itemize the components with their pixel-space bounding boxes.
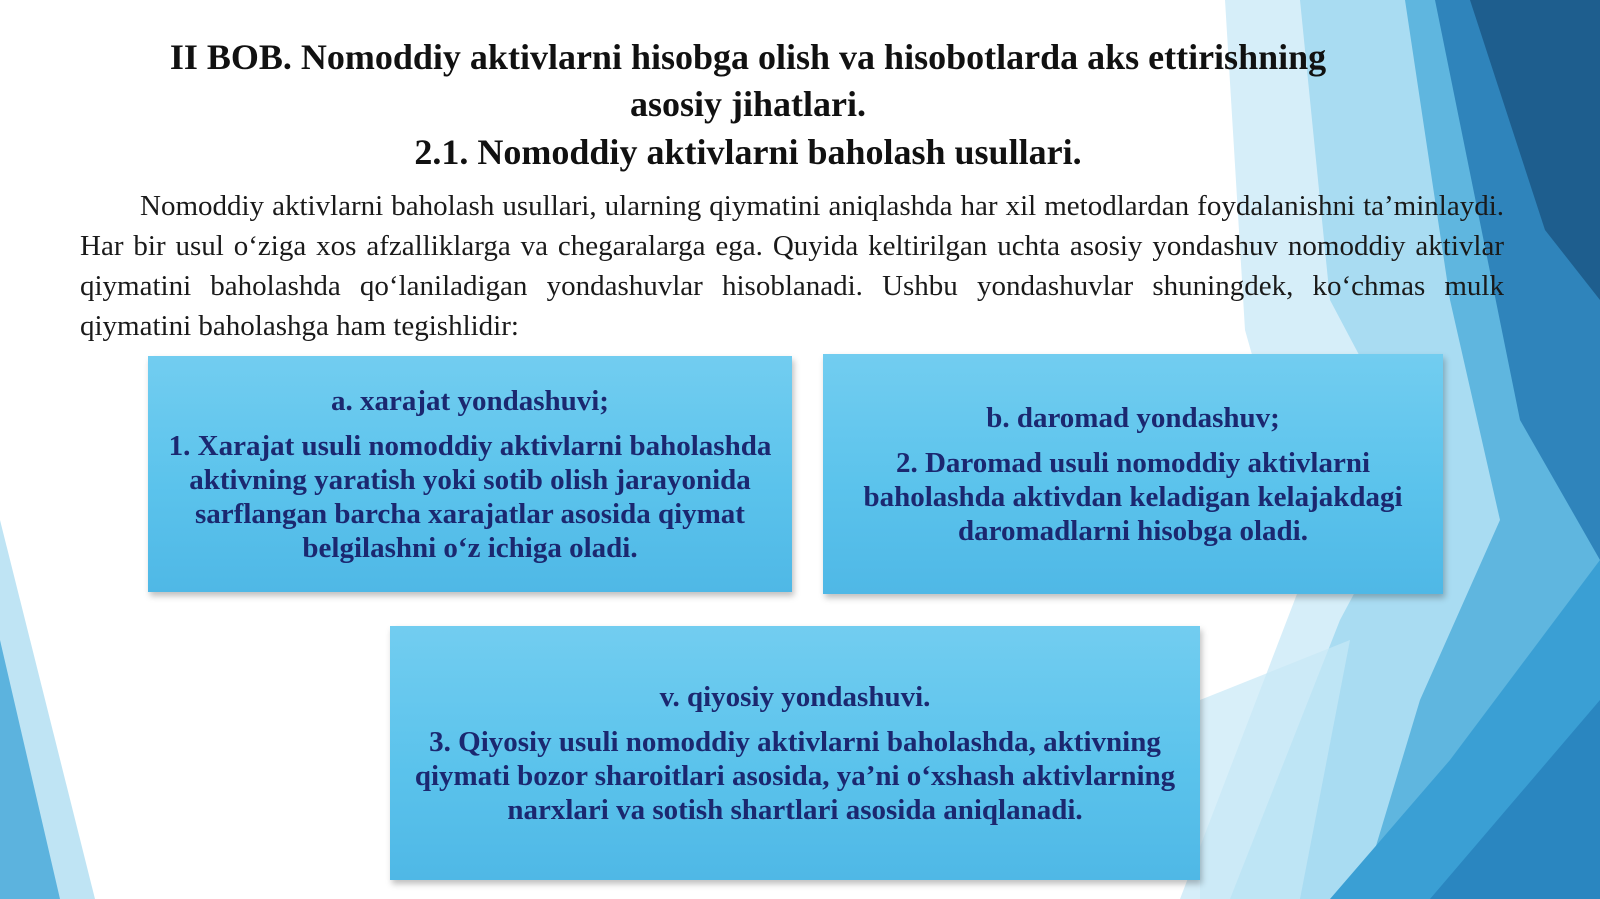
comparative-approach-text: 3. Qiyosiy usuli nomoddiy aktivlarni baholashda, aktivning qiymati bozor sharoitlari asosida, ya’ni o‘xshash aktivlarning narxlari va sotish shartlari asosida aniqlanadi. <box>414 726 1176 826</box>
chapter-title: II BOB. Nomoddiy aktivlarni hisobga olish va hisobotlarda aks ettirishning <box>169 37 1327 77</box>
income-approach-title: b. daromad yondashuv; <box>986 402 1280 434</box>
section-title: 2.1. Nomoddiy aktivlarni baholash usullari. <box>414 132 1082 172</box>
cost-approach-card <box>148 356 792 592</box>
comparative-approach-title: v. qiyosiy yondashuvi. <box>659 681 931 713</box>
income-approach-card <box>823 354 1443 594</box>
chapter-title-continued: asosiy jihatlari. <box>629 84 866 124</box>
cost-approach-text: 1. Xarajat usuli nomoddiy aktivlarni baholashda aktivning yaratish yoki sotib olish jarayonida sarflangan barcha xarajatlar asosida qiymat belgilashni o‘z ichiga oladi. <box>168 430 772 564</box>
income-approach-text: 2. Daromad usuli nomoddiy aktivlarni baholashda aktivdan keladigan kelajakdagi daromadlarni hisobga oladi. <box>863 447 1403 547</box>
cost-approach-title: a. xarajat yondashuvi; <box>331 385 609 417</box>
comparative-approach-card <box>390 626 1200 880</box>
intro-paragraph: Nomoddiy aktivlarni baholash usullari, ularning qiymatini aniqlashda har xil metodlardan foydalanishni ta’minlaydi. Har bir usul o‘ziga xos afzalliklarga va chegaralarga ega. Quyida keltirilgan uchta asosiy yondashuv nomoddiy aktivlar qiymatini baholashda qo‘laniladigan yondashuvlar hisoblanadi. Ushbu yondashuvlar shuningdek, ko‘chmas mulk qiymatini baholashga ham tegishlidir: <box>80 190 1504 342</box>
